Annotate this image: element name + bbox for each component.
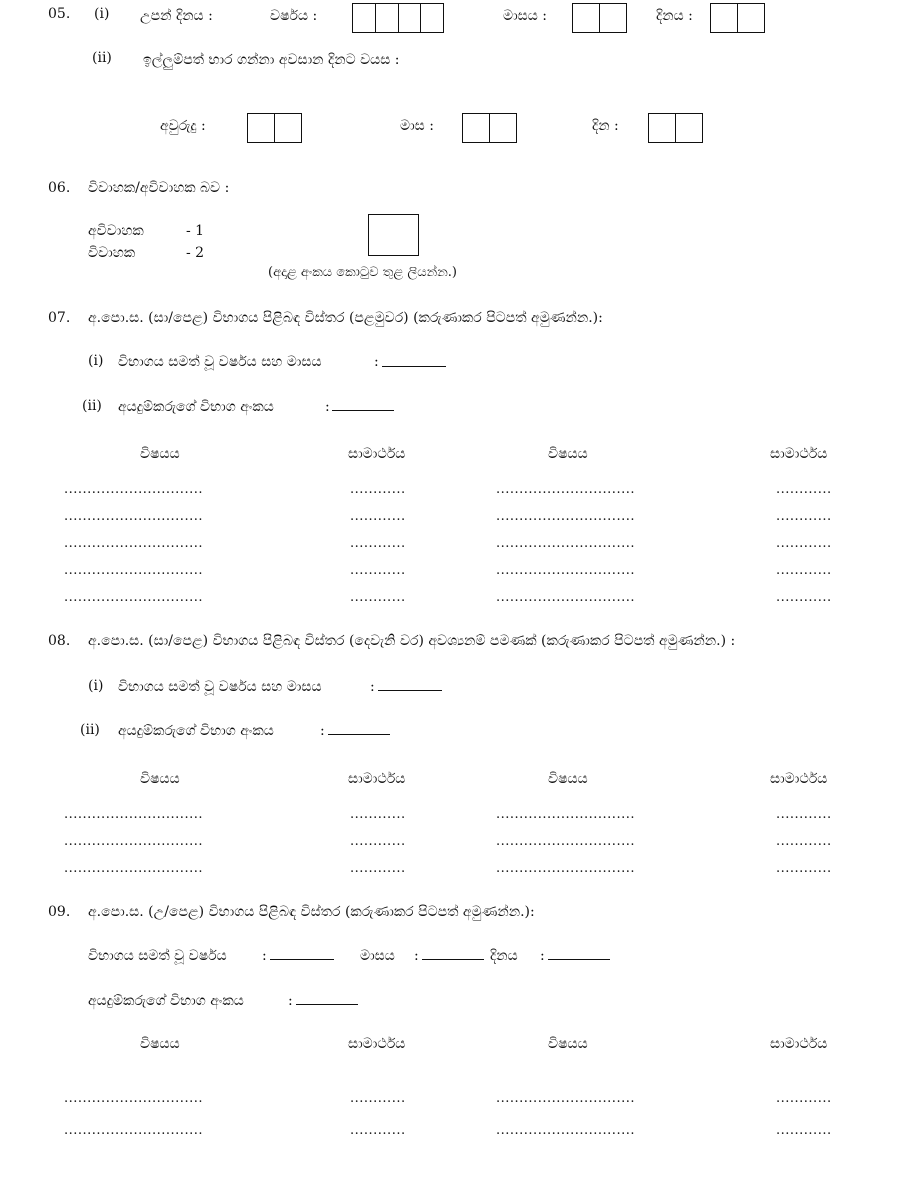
grade-field[interactable]: ............ [776, 1123, 832, 1138]
q09-index-colon: : [288, 993, 293, 1009]
age-years-boxes[interactable] [247, 113, 302, 143]
subject-field[interactable]: .............................. [64, 536, 203, 551]
subject-field[interactable]: .............................. [496, 834, 635, 849]
subject-field[interactable]: .............................. [64, 590, 203, 605]
q09-month-label: මාසය [360, 948, 395, 964]
birth-year-boxes[interactable] [352, 3, 444, 33]
q08-index-label: අයදුම්කරුගේ විභාග අංකය [118, 723, 274, 739]
q09-year-field[interactable] [270, 959, 334, 960]
grade-field[interactable]: ............ [350, 1091, 406, 1106]
grade-field[interactable]: ............ [350, 807, 406, 822]
grade-field[interactable]: ............ [350, 590, 406, 605]
age-question: ඉල්ලුම්පත් භාර ගන්නා අවසාන දිනට වයස : [143, 52, 400, 68]
q09-index-label: අයදුම්කරුගේ විභාග අංකය [88, 993, 244, 1009]
table-header-grade: සාමාර්ථය [770, 1036, 828, 1052]
q08-pass-year-colon: : [370, 679, 375, 695]
unmarried-label: අවිවාහක [88, 223, 144, 239]
grade-field[interactable]: ............ [350, 1123, 406, 1138]
birth-month-boxes[interactable] [572, 3, 627, 33]
q09-month-field[interactable] [422, 959, 484, 960]
q08-index-field[interactable] [328, 734, 390, 735]
table-header-subject: විෂයය [140, 446, 180, 462]
married-code: - 2 [186, 245, 205, 261]
q07-pass-year-label: විභාගය සමත් වූ වර්ෂය සහ මාසය [118, 354, 322, 370]
subject-field[interactable]: .............................. [496, 509, 635, 524]
q08-pass-year-field[interactable] [378, 690, 442, 691]
q09-day-colon: : [540, 948, 545, 964]
age-months-boxes[interactable] [462, 113, 517, 143]
grade-field[interactable]: ............ [776, 509, 832, 524]
subject-field[interactable]: .............................. [64, 509, 203, 524]
q09-number: 09. [48, 904, 71, 920]
grade-field[interactable]: ............ [776, 590, 832, 605]
grade-field[interactable]: ............ [776, 807, 832, 822]
q07-index-label: අයදුම්කරුගේ විභාග අංකය [118, 399, 274, 415]
subject-field[interactable]: .............................. [64, 482, 203, 497]
table-header-subject: විෂයය [140, 1036, 180, 1052]
ol-second-title: අ.පො.ස. (සා/පෙළ) විභාගය පිළිබඳ විස්තර (දෙවැනි වර) අවශ්‍යනම් පමණක් (කරුණාකර පිටපත් අමුණන්න.) : [88, 633, 736, 649]
q08-ii-label: (ii) [80, 722, 100, 738]
q05-ii-label: (ii) [92, 50, 112, 66]
birth-day-boxes[interactable] [710, 3, 765, 33]
table-header-subject: විෂයය [548, 771, 588, 787]
grade-field[interactable]: ............ [350, 482, 406, 497]
q08-i-label: (i) [88, 678, 104, 694]
table-header-grade: සාමාර්ථය [348, 771, 406, 787]
grade-field[interactable]: ............ [350, 861, 406, 876]
q08-index-colon: : [320, 723, 325, 739]
q09-day-label: දිනය [490, 948, 518, 964]
subject-field[interactable]: .............................. [496, 807, 635, 822]
subject-field[interactable]: .............................. [64, 1091, 203, 1106]
grade-field[interactable]: ............ [776, 482, 832, 497]
grade-field[interactable]: ............ [776, 861, 832, 876]
q07-index-field[interactable] [332, 410, 394, 411]
grade-field[interactable]: ............ [350, 834, 406, 849]
birth-day-label: දිනය : [656, 8, 693, 24]
q09-year-label: විභාගය සමත් වූ වර්ෂය [88, 948, 227, 964]
q05-number: 05. [48, 6, 71, 22]
ol-first-title: අ.පො.ස. (සා/පෙළ) විභාගය පිළිබඳ විස්තර (පළමුවර) (කරුණාකර පිටපත් අමුණන්න.): [88, 310, 603, 326]
q07-i-label: (i) [88, 353, 104, 369]
table-header-grade: සාමාර්ථය [770, 771, 828, 787]
q08-pass-year-label: විභාගය සමත් වූ වර්ෂය සහ මාසය [118, 679, 322, 695]
q05-i-label: (i) [94, 6, 110, 22]
marital-status-box[interactable] [368, 214, 419, 256]
subject-field[interactable]: .............................. [496, 1123, 635, 1138]
marital-status-note: (අදාළ අංකය කොටුව තුළ ලියන්න.) [268, 265, 457, 280]
table-header-grade: සාමාර්ථය [348, 446, 406, 462]
birth-month-label: මාසය : [503, 8, 547, 24]
birth-date-label: උපන් දිනය : [140, 8, 213, 24]
unmarried-code: - 1 [186, 223, 205, 239]
q06-number: 06. [48, 180, 71, 196]
age-years-label: අවුරුදු : [160, 118, 206, 134]
table-header-grade: සාමාර්ථය [348, 1036, 406, 1052]
table-header-grade: සාමාර්ථය [770, 446, 828, 462]
q09-year-colon: : [262, 948, 267, 964]
age-days-label: දින : [592, 118, 619, 134]
grade-field[interactable]: ............ [350, 536, 406, 551]
q09-index-field[interactable] [296, 1004, 358, 1005]
q07-pass-year-colon: : [374, 354, 379, 370]
subject-field[interactable]: .............................. [496, 590, 635, 605]
q09-day-field[interactable] [548, 959, 610, 960]
subject-field[interactable]: .............................. [496, 536, 635, 551]
q07-number: 07. [48, 310, 71, 326]
subject-field[interactable]: .............................. [496, 482, 635, 497]
subject-field[interactable]: .............................. [64, 1123, 203, 1138]
q09-month-colon: : [414, 948, 419, 964]
q07-ii-label: (ii) [82, 398, 102, 414]
grade-field[interactable]: ............ [776, 834, 832, 849]
table-header-subject: විෂයය [140, 771, 180, 787]
subject-field[interactable]: .............................. [64, 807, 203, 822]
table-header-subject: විෂයය [548, 446, 588, 462]
q08-number: 08. [48, 633, 71, 649]
al-title: අ.පො.ස. (උ/පෙළ) විභාගය පිළිබඳ විස්තර (කරුණාකර පිටපත් අමුණන්න.): [88, 904, 535, 920]
grade-field[interactable]: ............ [350, 509, 406, 524]
subject-field[interactable]: .............................. [64, 861, 203, 876]
grade-field[interactable]: ............ [776, 563, 832, 578]
grade-field[interactable]: ............ [776, 1091, 832, 1106]
subject-field[interactable]: .............................. [496, 563, 635, 578]
grade-field[interactable]: ............ [776, 536, 832, 551]
q07-index-colon: : [325, 399, 330, 415]
subject-field[interactable]: .............................. [496, 861, 635, 876]
q07-pass-year-field[interactable] [382, 366, 446, 367]
married-label: විවාහක [88, 245, 136, 261]
subject-field[interactable]: .............................. [64, 563, 203, 578]
age-months-label: මාස : [400, 118, 434, 134]
grade-field[interactable]: ............ [350, 563, 406, 578]
subject-field[interactable]: .............................. [496, 1091, 635, 1106]
subject-field[interactable]: .............................. [64, 834, 203, 849]
age-days-boxes[interactable] [648, 113, 703, 143]
birth-year-label: වර්ෂය : [270, 8, 318, 24]
table-header-subject: විෂයය [548, 1036, 588, 1052]
marital-status-title: විවාහක/අවිවාහක බව : [88, 180, 230, 196]
